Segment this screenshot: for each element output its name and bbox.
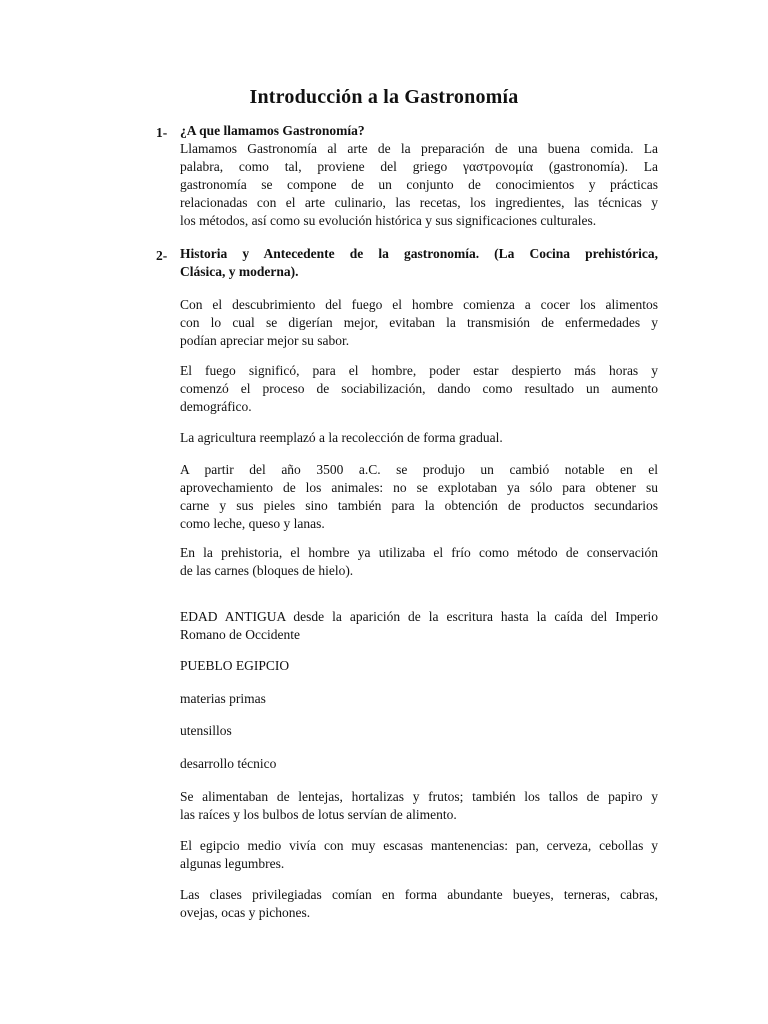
paragraph-line: demográfico. [180,399,252,414]
paragraph [180,755,658,773]
paragraph [180,886,658,922]
paragraph-line: En la prehistoria, el hombre ya utilizaba el frío como método de conservación [180,545,658,560]
paragraph [180,657,658,675]
paragraph-line: como leche, queso y lanas. [180,516,325,531]
section-2-heading-line: Historia y Antecedente de la gastronomía. (La Cocina prehistórica, [180,246,658,261]
section-2-number: 2- [156,248,168,263]
paragraph [180,690,658,708]
paragraph [180,362,658,416]
section-1-heading: ¿A que llamamos Gastronomía? [180,123,365,138]
paragraph-line: carne y sus pieles sino también para la obtención de productos secundarios [180,498,658,513]
section-1-line: palabra, como tal, proviene del griego γαστρονομία (gastronomía). La [180,159,658,174]
paragraph-line: La agricultura reemplazó a la recolección de forma gradual. [180,430,503,445]
paragraph-line: comenzó el proceso de sociabilización, dando como resultado un aumento [180,381,658,396]
paragraph [180,296,658,350]
section-2-heading [180,245,658,281]
paragraph-line: Las clases privilegiadas comían en forma abundante bueyes, terneras, cabras, [180,887,658,902]
paragraph-line: Se alimentaban de lentejas, hortalizas y frutos; también los tallos de papiro y [180,789,658,804]
paragraph-line: podían apreciar mejor su sabor. [180,333,350,348]
section-2-heading-line: Clásica, y moderna). [180,264,299,279]
paragraph [180,837,658,873]
paragraph [180,429,658,447]
section-1 [180,122,658,230]
paragraph-line: desarrollo técnico [180,756,277,771]
paragraph-line: PUEBLO EGIPCIO [180,658,290,673]
paragraph [180,461,658,533]
section-1-line: Llamamos Gastronomía al arte de la preparación de una buena comida. La [180,141,658,156]
document-title: Introducción a la Gastronomía [249,86,519,108]
section-1-line: gastronomía se compone de un conjunto de conocimientos y prácticas [180,177,658,192]
paragraph [180,722,658,740]
section-1-line: los métodos, así como su evolución histórica y sus significaciones culturales. [180,213,597,228]
paragraph-line: El egipcio medio vivía con muy escasas mantenencias: pan, cerveza, cebollas y [180,838,658,853]
paragraph-line: las raíces y los bulbos de lotus servían de alimento. [180,807,457,822]
paragraph-line: utensillos [180,723,232,738]
paragraph-line: EDAD ANTIGUA desde la aparición de la escritura hasta la caída del Imperio [180,609,658,624]
paragraph-line: de las carnes (bloques de hielo). [180,563,354,578]
paragraph-line: materias primas [180,691,266,706]
paragraph [180,608,658,644]
paragraph-line: aprovechamiento de los animales: no se explotaban ya sólo para obtener su [180,480,658,495]
paragraph-line: ovejas, ocas y pichones. [180,905,311,920]
paragraph-line: algunas legumbres. [180,856,285,871]
paragraph-line: El fuego significó, para el hombre, poder estar despierto más horas y [180,363,658,378]
paragraph-line: Romano de Occidente [180,627,300,642]
paragraph [180,544,658,580]
paragraph-line: con lo cual se digerían mejor, evitaban la transmisión de enfermedades y [180,315,658,330]
section-1-line: relacionadas con el arte culinario, las recetas, los ingredientes, las técnicas y [180,195,658,210]
section-1-number: 1- [156,125,168,140]
paragraph-line: A partir del año 3500 a.C. se produjo un cambió notable en el [180,462,658,477]
paragraph [180,788,658,824]
paragraph-line: Con el descubrimiento del fuego el hombre comienza a cocer los alimentos [180,297,658,312]
